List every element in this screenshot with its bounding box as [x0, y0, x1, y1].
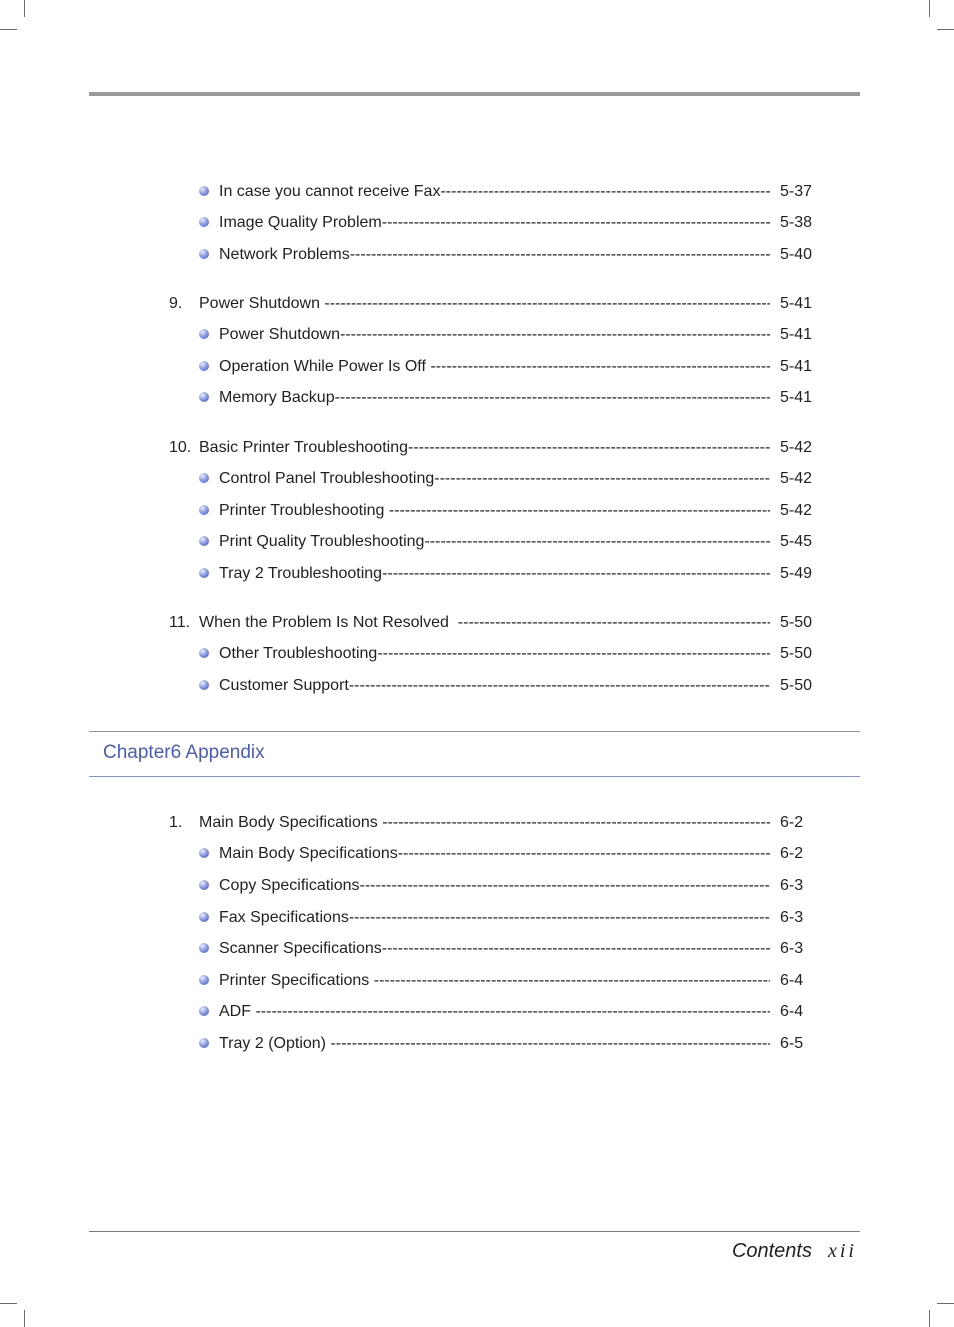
- dot-leader: [324, 293, 770, 315]
- footer-label: Contents: [731, 1240, 812, 1262]
- toc-entry: [199, 812, 770, 834]
- chapter-rule-top: [89, 731, 860, 732]
- page-number: 5-50: [780, 614, 813, 631]
- chapter-rule-bottom: [89, 776, 860, 777]
- toc-subsection[interactable]: [0, 212, 954, 234]
- entry-label: Printer Specifications: [219, 972, 374, 989]
- dot-leader: [398, 843, 770, 865]
- toc-subsection[interactable]: [0, 468, 954, 490]
- toc-entry: [219, 468, 770, 490]
- dot-leader: [340, 324, 770, 346]
- dot-leader: [458, 612, 770, 634]
- page-number: 5-41: [780, 389, 813, 406]
- page-number: 5-41: [780, 358, 813, 375]
- page-number: 5-45: [780, 533, 813, 550]
- entry-label: Copy Specifications: [219, 877, 360, 894]
- footer-rule: [89, 1231, 860, 1232]
- crop-mark: [937, 1303, 954, 1304]
- entry-label: Control Panel Troubleshooting: [219, 470, 435, 487]
- dot-leader: [382, 938, 770, 960]
- toc-entry: [219, 907, 770, 929]
- bullet-icon: [199, 880, 209, 890]
- bullet-icon: [199, 361, 209, 371]
- entry-label: Fax Specifications: [219, 909, 349, 926]
- dot-leader: [440, 181, 770, 203]
- page-number: 5-41: [780, 295, 813, 312]
- toc-entry: [219, 1001, 770, 1023]
- bullet-icon: [199, 912, 209, 922]
- toc-subsection[interactable]: [0, 1033, 954, 1055]
- page-number: 5-38: [780, 214, 813, 231]
- bullet-icon: [199, 392, 209, 402]
- entry-label: Power Shutdown: [199, 295, 325, 312]
- entry-label: Printer Troubleshooting: [219, 502, 389, 519]
- toc-subsection[interactable]: [0, 643, 954, 665]
- page-number: 5-42: [780, 439, 813, 456]
- toc-subsection[interactable]: [0, 1001, 954, 1023]
- bullet-icon: [199, 186, 209, 196]
- page-number: 6-3: [780, 877, 804, 894]
- toc-section[interactable]: [0, 612, 954, 634]
- dot-leader: [349, 675, 770, 697]
- toc-section[interactable]: [0, 812, 954, 834]
- toc-entry: [219, 212, 770, 234]
- entry-label: Tray 2 (Option): [219, 1035, 331, 1052]
- toc-entry: [199, 612, 770, 634]
- toc-entry: [199, 437, 770, 459]
- dot-leader: [382, 212, 770, 234]
- toc-subsection[interactable]: [0, 244, 954, 266]
- crop-mark: [24, 1310, 25, 1327]
- entry-label: Image Quality Problem: [219, 214, 382, 231]
- toc-entry: [219, 181, 770, 203]
- dot-leader: [350, 244, 770, 266]
- entry-label: Main Body Specifications: [199, 814, 383, 831]
- entry-label: Tray 2 Troubleshooting: [219, 565, 383, 582]
- page-number: 5-41: [780, 326, 813, 343]
- dot-leader: [382, 812, 770, 834]
- entry-label: When the Problem Is Not Resolved: [199, 614, 458, 631]
- entry-label: Memory Backup: [219, 389, 335, 406]
- page-number: 6-3: [780, 909, 804, 926]
- toc-subsection[interactable]: [0, 387, 954, 409]
- dot-leader: [382, 563, 770, 585]
- dot-leader: [374, 970, 770, 992]
- page-number: 5-42: [780, 502, 813, 519]
- bullet-icon: [199, 568, 209, 578]
- toc-subsection[interactable]: [0, 970, 954, 992]
- page-number: 6-4: [780, 1003, 804, 1020]
- toc-subsection[interactable]: [0, 356, 954, 378]
- page-number: 5-49: [780, 565, 813, 582]
- bullet-icon: [199, 505, 209, 515]
- bullet-icon: [199, 680, 209, 690]
- bullet-icon: [199, 848, 209, 858]
- entry-label: Basic Printer Troubleshooting: [199, 439, 408, 456]
- header-rule: [89, 92, 860, 96]
- crop-mark: [0, 1303, 17, 1304]
- page-number: xii: [828, 1240, 857, 1262]
- dot-leader: [424, 531, 770, 553]
- toc-subsection[interactable]: [0, 875, 954, 897]
- entry-label: Operation While Power Is Off: [219, 358, 431, 375]
- bullet-icon: [199, 249, 209, 259]
- page-number: 5-50: [780, 645, 813, 662]
- toc-subsection[interactable]: [0, 843, 954, 865]
- dot-leader: [335, 387, 770, 409]
- toc-entry: [199, 293, 770, 315]
- toc-subsection[interactable]: [0, 563, 954, 585]
- toc-entry: [219, 643, 770, 665]
- page-number: 5-42: [780, 470, 813, 487]
- entry-label: ADF: [219, 1003, 256, 1020]
- toc-entry: [219, 387, 770, 409]
- page-number: 6-2: [780, 814, 804, 831]
- dot-leader: [408, 437, 770, 459]
- toc-entry: [219, 563, 770, 585]
- section-number: 9.: [169, 295, 183, 312]
- bullet-icon: [199, 1006, 209, 1016]
- entry-label: Network Problems: [219, 246, 350, 263]
- toc-subsection[interactable]: [0, 324, 954, 346]
- toc-entry: [219, 356, 770, 378]
- toc-entry: [219, 1033, 770, 1055]
- toc-subsection[interactable]: [0, 531, 954, 553]
- section-number: 11.: [169, 614, 191, 631]
- bullet-icon: [199, 217, 209, 227]
- entry-label: Main Body Specifications: [219, 845, 398, 862]
- entry-label: In case you cannot receive Fax: [219, 183, 441, 200]
- toc-entry: [219, 324, 770, 346]
- dot-leader: [330, 1033, 770, 1055]
- bullet-icon: [199, 975, 209, 985]
- toc-subsection[interactable]: [0, 181, 954, 203]
- page-footer: [732, 1240, 857, 1263]
- chapter-heading: [89, 731, 860, 778]
- bullet-icon: [199, 648, 209, 658]
- page-number: 6-4: [780, 972, 804, 989]
- entry-label: Scanner Specifications: [219, 940, 382, 957]
- section-number: 1.: [169, 814, 183, 831]
- page-number: 5-37: [780, 183, 813, 200]
- toc-subsection[interactable]: [0, 500, 954, 522]
- crop-mark: [929, 1310, 930, 1327]
- bullet-icon: [199, 329, 209, 339]
- bullet-icon: [199, 473, 209, 483]
- toc-entry: [219, 531, 770, 553]
- bullet-icon: [199, 1038, 209, 1048]
- dot-leader: [255, 1001, 770, 1023]
- entry-label: Print Quality Troubleshooting: [219, 533, 425, 550]
- page-number: 6-3: [780, 940, 804, 957]
- toc-entry: [219, 970, 770, 992]
- page-number: 5-40: [780, 246, 813, 263]
- toc-entry: [219, 843, 770, 865]
- crop-mark: [929, 0, 930, 17]
- dot-leader: [377, 643, 770, 665]
- toc-entry: [219, 500, 770, 522]
- page-number: 5-50: [780, 677, 813, 694]
- page-number: 6-5: [780, 1035, 804, 1052]
- entry-label: Power Shutdown: [219, 326, 340, 343]
- entry-label: Other Troubleshooting: [219, 645, 378, 662]
- toc-subsection[interactable]: [0, 675, 954, 697]
- page-number: 6-2: [780, 845, 804, 862]
- section-number: 10.: [169, 439, 192, 456]
- toc-subsection[interactable]: [0, 907, 954, 929]
- toc-entry: [219, 675, 770, 697]
- bullet-icon: [199, 536, 209, 546]
- dot-leader: [349, 907, 770, 929]
- entry-label: Customer Support: [219, 677, 349, 694]
- crop-mark: [24, 0, 25, 17]
- dot-leader: [430, 356, 770, 378]
- chapter-title[interactable]: Chapter6 Appendix: [103, 742, 265, 763]
- toc-section[interactable]: [0, 293, 954, 315]
- toc-entry: [219, 875, 770, 897]
- dot-leader: [360, 875, 770, 897]
- bullet-icon: [199, 943, 209, 953]
- crop-mark: [937, 29, 954, 30]
- crop-mark: [0, 29, 17, 30]
- toc-entry: [219, 244, 770, 266]
- toc-subsection[interactable]: [0, 938, 954, 960]
- dot-leader: [434, 468, 770, 490]
- toc-section[interactable]: [0, 437, 954, 459]
- toc-entry: [219, 938, 770, 960]
- dot-leader: [389, 500, 770, 522]
